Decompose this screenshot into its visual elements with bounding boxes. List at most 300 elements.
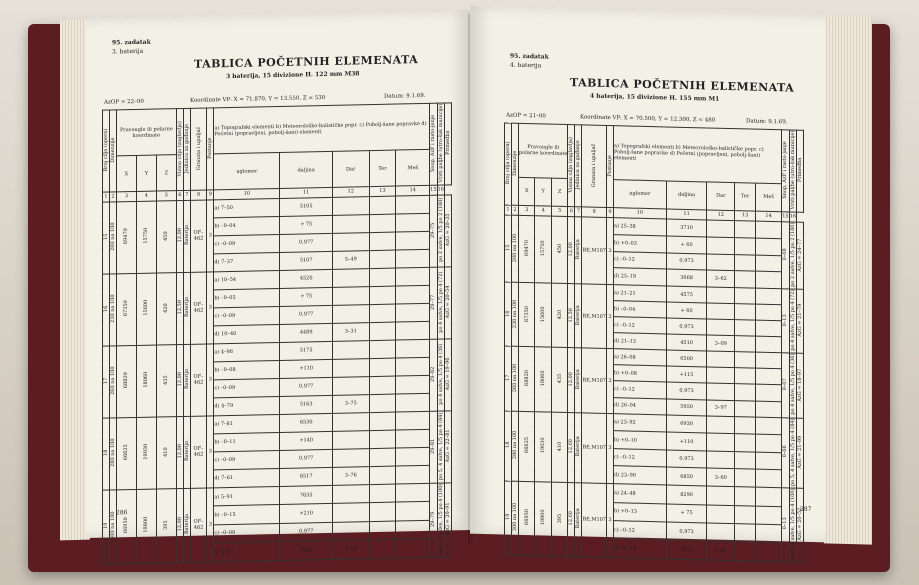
table-cell: 19800 <box>535 482 551 556</box>
table-cell: a) 7–81 <box>214 414 280 433</box>
table-cell: a) 25–38 <box>613 218 666 236</box>
table-cell <box>396 465 430 484</box>
header-cell: uglomer <box>214 153 280 190</box>
table-cell <box>396 321 430 340</box>
table-cell: a) 7–50 <box>214 198 280 217</box>
header-cell: Ter <box>369 150 396 186</box>
table-cell <box>396 502 430 521</box>
table-cell: 4–63 <box>707 541 735 560</box>
table-cell: c) –0–09 <box>214 234 280 253</box>
table-cell <box>756 288 782 305</box>
table-cell: 67350 <box>117 273 137 345</box>
table-cell <box>735 487 756 506</box>
table-cell: 0–13 <box>782 289 789 353</box>
header-cell: Z <box>156 155 176 191</box>
table-cell: b) –0–08 <box>214 360 280 379</box>
table-cell <box>396 539 430 558</box>
table-cell: 4510 <box>666 334 707 351</box>
table-cell <box>369 232 396 251</box>
table-cell <box>396 339 430 358</box>
table-cell: 3 <box>207 488 214 562</box>
table-cell: AzG = 20–91 <box>444 483 451 557</box>
table-cell <box>369 484 396 503</box>
table-cell <box>756 487 782 506</box>
table-cell: 19030 <box>136 417 156 489</box>
column-number: 4 <box>535 206 551 216</box>
table-cell <box>735 352 756 369</box>
column-number: 11 <box>666 209 707 220</box>
table-cell: 3–75 <box>332 395 369 414</box>
table-cell: 17 <box>505 346 512 410</box>
table-cell: 230 na 100 <box>110 274 117 346</box>
table-cell: 410 <box>156 417 176 489</box>
table-cell: 15600 <box>136 273 156 345</box>
table-cell <box>369 430 396 449</box>
header-cell: Ter <box>735 182 756 211</box>
table-cell: 5107 <box>280 251 332 270</box>
table-cell: a) 23–92 <box>613 413 666 432</box>
table-cell: d) 23–90 <box>613 466 666 485</box>
column-number: 4 <box>136 191 156 201</box>
right-page <box>470 6 826 560</box>
table-cell: d) 10–40 <box>214 324 280 343</box>
table-cell: 5950 <box>666 398 707 415</box>
table-cell <box>756 320 782 337</box>
table-cell <box>735 304 756 321</box>
table-cell <box>332 503 369 522</box>
column-number: 5 <box>156 191 176 201</box>
table-cell: 12,00 <box>568 412 575 483</box>
table-cell <box>735 254 756 271</box>
table-cell: 12,00 <box>176 416 183 488</box>
table-cell <box>369 196 396 215</box>
table-cell: 3 <box>207 416 214 488</box>
table-cell <box>756 255 782 272</box>
table-cell <box>369 394 396 413</box>
table-cell: 0,973 <box>666 382 707 399</box>
table-cell: 12,00 <box>176 488 183 562</box>
table-cell: 12,50 <box>568 284 575 348</box>
table-cell: AzG = 24–77 <box>796 222 803 290</box>
table-cell: d) 25–19 <box>613 268 666 286</box>
table-cell <box>756 470 782 488</box>
table-cell: a) 21–21 <box>613 285 666 302</box>
table-cell: 0,977 <box>280 305 332 324</box>
table-cell: BE,M107 <box>582 412 607 483</box>
table-cell: +115 <box>666 366 707 383</box>
page-subtitle: 4 baterija, 15 divizione H. 155 mm M1 <box>590 92 720 103</box>
table-cell: b) –0–04 <box>613 301 666 318</box>
header-cell: X <box>117 156 137 192</box>
table-cell: 0,977 <box>280 377 332 396</box>
table-cell: 280 na 100 <box>110 418 117 490</box>
table-cell: a) 10–54 <box>214 270 280 289</box>
table-cell <box>756 506 782 525</box>
column-number: 5 <box>551 206 567 216</box>
table-cell: 3–76 <box>332 467 369 486</box>
table-cell: 420 <box>551 283 567 348</box>
table-cell <box>735 288 756 305</box>
table-cell <box>396 303 430 322</box>
table-cell: 12,00 <box>568 216 575 284</box>
table-cell: 3–09 <box>707 335 735 352</box>
table-cell <box>332 287 369 306</box>
table-cell: 0–08 <box>782 222 789 290</box>
page-title: TABLICA POČETNIH ELEMENATA <box>194 53 419 71</box>
table-cell: 200 na 100 <box>110 202 117 274</box>
table-cell: 280 na 100 <box>512 411 519 482</box>
table-cell <box>735 434 756 452</box>
table-cell: 7635 <box>280 485 332 505</box>
table-cell <box>332 341 369 360</box>
table-cell: b) –0–15 <box>214 505 280 525</box>
table-cell <box>756 272 782 289</box>
table-cell: 4520 <box>280 269 332 288</box>
page-edges-right <box>824 15 872 544</box>
table-cell: OF–462 <box>190 272 207 344</box>
table-cell: 6500 <box>666 350 707 367</box>
header-cell: Vrsti paljbe (utro-šak municije) <box>789 130 796 212</box>
table-cell: po 4 salve, 1/5 po 4 (36) <box>437 339 444 411</box>
table-cell: AzG = 20–52 <box>796 488 803 562</box>
table-cell <box>756 401 782 418</box>
azop-label: AzOP = 21–00 <box>506 112 546 120</box>
table-cell: 15600 <box>535 283 551 348</box>
table-cell: 3710 <box>666 219 707 237</box>
table-cell: 435 <box>156 345 176 417</box>
battery-label: 4. baterija <box>510 61 542 70</box>
table-cell <box>756 221 782 238</box>
table-cell <box>332 305 369 324</box>
table-cell: 200 na 100 <box>512 215 519 283</box>
table-cell <box>332 431 369 450</box>
table-cell: 3668 <box>666 269 707 287</box>
table-cell: 300 na 100 <box>110 490 117 564</box>
table-cell: 66625 <box>519 411 535 482</box>
table-cell: OF–462 <box>190 488 207 562</box>
table-cell: c) –0–12 <box>613 381 666 398</box>
table-cell: 420 <box>156 273 176 345</box>
table-cell: 15750 <box>136 201 156 273</box>
table-cell: 4–89 <box>332 540 369 559</box>
table-cell <box>756 304 782 321</box>
table-cell: 12,50 <box>176 272 183 344</box>
column-number: 14 <box>756 211 782 222</box>
column-number: 7 <box>183 190 190 200</box>
table-cell: 0–13 <box>782 488 789 562</box>
table-cell: d) 7–61 <box>214 468 280 487</box>
table-cell <box>332 449 369 468</box>
table-cell: c) –0–09 <box>214 378 280 397</box>
table-cell <box>707 220 735 238</box>
table-cell: 29–81 <box>430 411 437 483</box>
table-cell: po 4 salve, 1/5 po 4 (36) <box>789 353 796 417</box>
table-cell: c) –0–09 <box>214 450 280 469</box>
table-cell <box>396 483 430 502</box>
table-cell: BE,M107 <box>582 483 607 557</box>
table-cell: 3 <box>606 413 613 484</box>
table-cell <box>396 249 430 268</box>
date-label: Datum: 9.1.69. <box>384 92 426 100</box>
header-cell: Primedba <box>796 130 803 212</box>
table-cell: 29–77 <box>430 267 437 339</box>
table-cell: BE,M107 <box>582 217 607 285</box>
header-cell: Dimenzije <box>512 123 519 205</box>
table-cell: 69470 <box>519 215 535 283</box>
table-cell: +210 <box>280 504 332 524</box>
table-cell <box>756 542 782 561</box>
table-cell: + 60 <box>666 302 707 319</box>
table-cell <box>396 285 430 304</box>
header-cell: Broj cilja (opera) <box>103 110 110 192</box>
table-cell: +110 <box>666 432 707 451</box>
table-cell: 3–62 <box>707 270 735 288</box>
header-cell: Z <box>551 178 567 207</box>
table-cell: 410 <box>551 412 567 483</box>
table-cell: 435 <box>551 348 567 413</box>
header-cell: Dimenzije <box>110 110 117 192</box>
table-cell: 0–07 <box>782 353 789 417</box>
table-cell <box>707 416 735 434</box>
table-cell <box>332 413 369 432</box>
header-cell: uglomer <box>613 179 666 209</box>
left-page <box>86 10 470 556</box>
table-cell: 67350 <box>519 283 535 348</box>
table-cell <box>756 417 782 435</box>
table-cell: 0,977 <box>280 522 332 542</box>
column-number: 13 <box>369 186 396 197</box>
table-cell <box>735 271 756 288</box>
table-cell <box>707 351 735 368</box>
table-cell <box>332 359 369 378</box>
table-cell: 17 <box>103 346 110 418</box>
column-number: 7 <box>575 207 582 217</box>
table-cell <box>396 375 430 394</box>
header-cell: Y <box>535 177 551 206</box>
table-cell: d) 4–79 <box>214 396 280 415</box>
header-cell: Pravougle ili polarne koordinate <box>519 123 568 178</box>
table-cell <box>756 353 782 370</box>
table-cell: + 75 <box>280 215 332 234</box>
table-cell: 15 <box>103 202 110 274</box>
table-cell <box>369 340 396 359</box>
table-cell <box>756 524 782 543</box>
table-cell: 3 <box>606 285 613 349</box>
column-number: 10 <box>613 208 666 219</box>
table-cell: 260 na 100 <box>110 346 117 418</box>
table-cell <box>735 320 756 337</box>
table-cell: po 4 salve, 1/5 po 4 (72) <box>437 267 444 339</box>
table-cell: Baterija <box>575 217 582 285</box>
table-cell <box>735 469 756 487</box>
table-cell <box>396 195 430 214</box>
table-cell: c) –0–12 <box>613 251 666 269</box>
page-number: 287 <box>800 505 812 513</box>
table-cell: 15750 <box>535 216 551 284</box>
table-cell: 12,00 <box>568 348 575 412</box>
table-cell: a) 4–96 <box>214 342 280 361</box>
header-cell: Y <box>136 155 156 191</box>
table-cell: d) 21–13 <box>613 333 666 350</box>
table-cell: 6530 <box>280 413 332 432</box>
table-cell: Baterija <box>183 416 190 488</box>
table-cell: c) –0–12 <box>613 521 666 541</box>
header-cell: daljina <box>666 181 707 210</box>
table-cell <box>369 376 396 395</box>
table-cell <box>707 319 735 336</box>
task-label: 95. zadatak <box>112 38 151 47</box>
table-cell: 5175 <box>280 341 332 360</box>
table-cell <box>735 384 756 401</box>
header-cell: Pravougle ili polarne koordinate <box>117 109 177 157</box>
table-cell <box>396 447 430 466</box>
table-cell: po 2 salve, 1/5 po 2 (180) <box>789 222 796 290</box>
task-label: 95. zadatak <box>510 52 549 61</box>
table-cell: + 60 <box>666 236 707 254</box>
table-cell <box>735 451 756 469</box>
table-cell: b) +0–08 <box>613 365 666 382</box>
table-cell: c) –0–09 <box>214 306 280 325</box>
table-cell <box>707 254 735 272</box>
table-cell <box>396 411 430 430</box>
elements-table <box>504 122 804 562</box>
table-cell: 66950 <box>519 481 535 555</box>
table-cell: d) 5–67 <box>214 542 280 562</box>
table-cell <box>396 520 430 539</box>
table-cell: b) +0–10 <box>613 431 666 450</box>
column-number: 2 <box>512 205 519 215</box>
table-cell: 29–82 <box>430 339 437 411</box>
page-number: 286 <box>116 509 128 517</box>
table-cell <box>735 221 756 238</box>
table-cell <box>756 385 782 402</box>
table-cell: po 4 salve, 1/5 po 4 (72) <box>789 289 796 353</box>
table-cell: 68820 <box>117 345 137 417</box>
column-number: 14 <box>396 185 430 196</box>
column-number: 9 <box>207 190 214 200</box>
header-cell: a) Topografski elementi b) Meteorološko-balističke popr. c) Pobolj-šane popravke d) Početni (popravljeni, pobolj-šani) elementi <box>214 103 430 154</box>
column-number: 6 <box>176 190 183 200</box>
table-cell: 16 <box>505 282 512 346</box>
table-cell <box>707 433 735 451</box>
table-cell: 4575 <box>666 286 707 303</box>
table-cell: 4489 <box>280 323 332 342</box>
table-cell: 3 <box>207 272 214 344</box>
table-cell <box>735 336 756 353</box>
table-cell <box>707 287 735 304</box>
table-cell: d) 24–49 <box>613 539 666 559</box>
table-cell: 5105 <box>280 197 332 216</box>
header-cell: Dar <box>332 151 369 187</box>
table-cell: AzG = 21–99 <box>796 418 803 489</box>
table-cell: b) +0–03 <box>613 234 666 252</box>
table-cell: b) –0–04 <box>214 216 280 235</box>
table-cell: OF–462 <box>190 344 207 416</box>
table-cell: a) 26–08 <box>613 349 666 366</box>
table-cell: Baterija <box>575 348 582 412</box>
page-subtitle: 3 baterija, 15 divizione H. 122 mm M38 <box>226 70 360 81</box>
table-cell: 230 na 100 <box>512 282 519 346</box>
table-cell: 0–06 <box>782 417 789 488</box>
table-cell: 3 <box>606 484 613 558</box>
table-cell: 450 <box>156 201 176 273</box>
table-cell: 6850 <box>666 467 707 486</box>
table-cell: b) –0–05 <box>214 288 280 307</box>
table-cell: c) –0–12 <box>613 448 666 467</box>
table-cell: d) 26–04 <box>613 397 666 414</box>
table-cell: Baterija <box>575 412 582 483</box>
header-cell: Meš <box>756 183 782 212</box>
table-cell: 3–97 <box>707 399 735 416</box>
table-cell <box>707 237 735 255</box>
table-cell: 0,973 <box>666 253 707 271</box>
coords-label: Koordinate VP: X = 71.870, Y = 13.550, Z = 530 <box>190 95 326 104</box>
table-cell: 19030 <box>535 411 551 482</box>
table-cell: 450 <box>551 216 567 284</box>
header-cell: Visina cilja (zaglavlja) <box>176 108 183 190</box>
table-cell <box>707 451 735 469</box>
header-cell: Dar <box>707 182 735 211</box>
column-number: 10 <box>214 188 280 199</box>
header-cell: Jedinica za gađanje <box>183 108 190 190</box>
table-cell: 5–49 <box>332 251 369 270</box>
table-cell <box>756 452 782 470</box>
table-cell <box>369 214 396 233</box>
table-cell: 8290 <box>666 485 707 504</box>
header-cell: Visina cilja (zaglavlja) <box>568 125 575 207</box>
table-cell: 29–79 <box>430 483 437 557</box>
table-cell <box>369 466 396 485</box>
header-cell: X <box>519 177 535 206</box>
table-cell <box>707 523 735 542</box>
table-cell <box>756 369 782 386</box>
column-number: 6 <box>568 206 575 216</box>
header-cell: a) Topografski elementi b) Meteorološko-balističke popr. c) Pobolj-šane popravke d) Početni (popravljeni, pobolj-šani) elementi <box>613 126 781 184</box>
table-cell <box>396 429 430 448</box>
header-cell: Granata i upaljač <box>582 125 607 208</box>
table-cell: 12,00 <box>568 483 575 557</box>
table-cell <box>707 303 735 320</box>
table-cell: c) –0–09 <box>214 523 280 543</box>
coords-label: Koordinate VP: X = 70.500, Y = 12.300, Z = 480 <box>580 114 716 124</box>
elements-table <box>102 102 452 564</box>
azop-label: AzOP = 22–00 <box>104 98 144 106</box>
table-cell: Baterija <box>575 483 582 557</box>
table-cell: AzG = 18–97 <box>796 354 803 418</box>
table-cell: 19 <box>505 481 512 555</box>
date-label: Datum: 9.1.69. <box>746 118 788 126</box>
table-cell: +110 <box>280 359 332 378</box>
table-cell <box>369 412 396 431</box>
table-cell: AzG = 19–96 <box>444 339 451 411</box>
table-cell: c) –0–12 <box>613 317 666 334</box>
column-number: 12 <box>707 210 735 221</box>
table-cell: BE,M107 <box>582 284 607 349</box>
header-cell: Primedba <box>444 103 451 185</box>
table-cell <box>396 267 430 286</box>
table-cell <box>369 286 396 305</box>
column-number: 11 <box>280 187 332 198</box>
table-cell: po 3, 4 salve, 1/5 po 4 (100) <box>789 488 796 562</box>
table-cell <box>332 197 369 216</box>
table-cell: 260 na 100 <box>512 347 519 411</box>
table-cell: a) 5–91 <box>214 486 280 506</box>
table-cell <box>396 393 430 412</box>
table-cell: 8217 <box>666 540 707 559</box>
table-cell: 395 <box>551 482 567 556</box>
table-cell: b) –0–11 <box>214 432 280 451</box>
table-cell: po 3, 4 salve, 1/5 po 4 (100) <box>437 483 444 557</box>
